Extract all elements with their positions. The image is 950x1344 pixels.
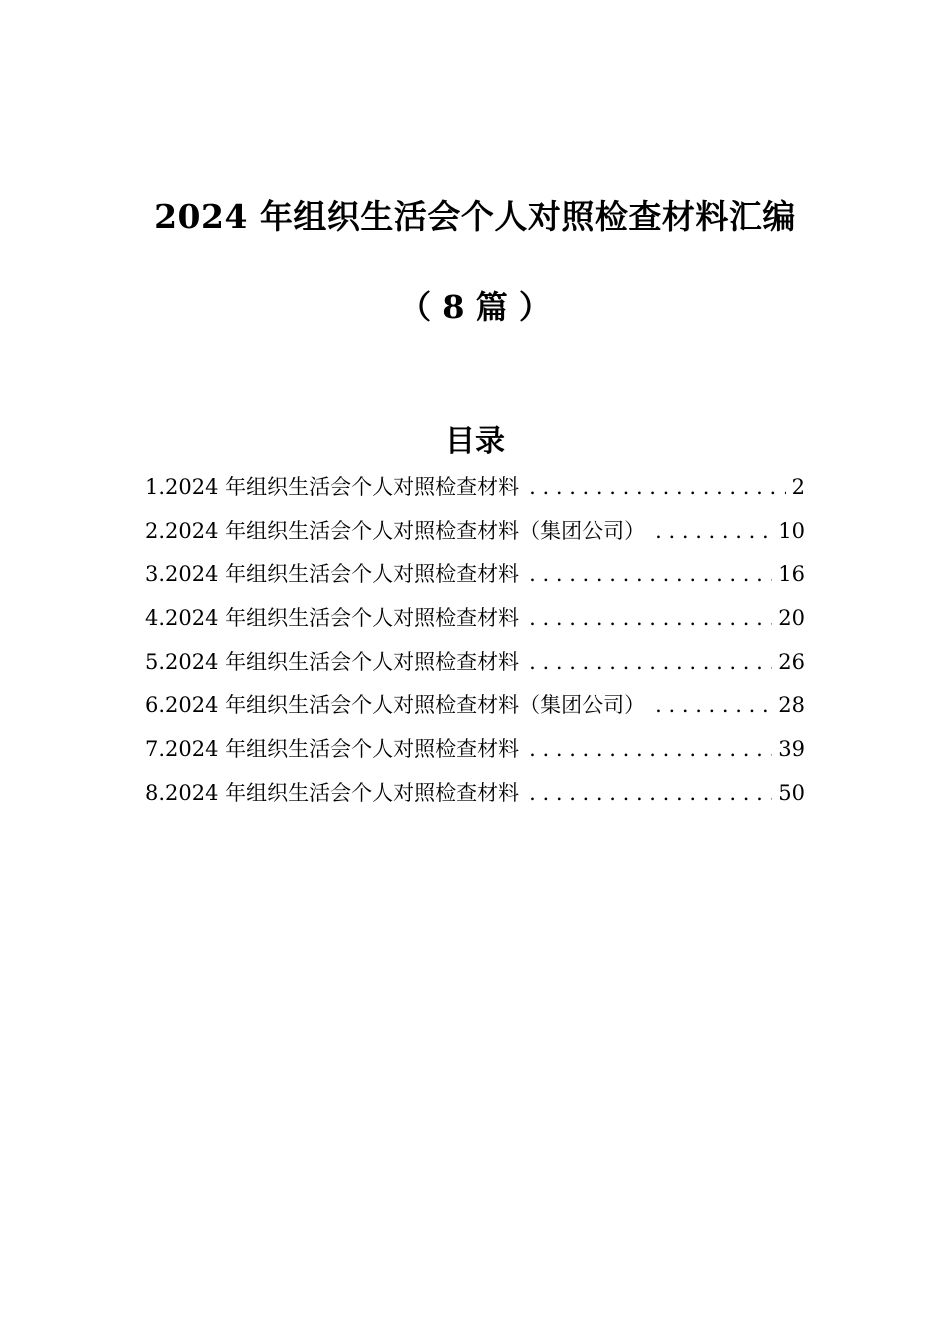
toc-heading: 目录 xyxy=(445,424,505,459)
toc-entry-page: 10 xyxy=(778,518,805,543)
toc-entry-page: 26 xyxy=(778,649,805,674)
toc-entry-page: 2 xyxy=(791,475,805,499)
toc-entry-title: 1.2024 年组织生活会个人对照检查材料 xyxy=(145,475,520,499)
table-of-contents xyxy=(145,466,805,816)
toc-dot-leader xyxy=(655,684,772,728)
toc-dot-leader xyxy=(529,772,772,816)
toc-entry-title: 7.2024 年组织生活会个人对照检查材料 xyxy=(145,737,520,762)
toc-entry-page: 16 xyxy=(778,562,805,587)
toc-entry-title: 8.2024 年组织生活会个人对照检查材料 xyxy=(145,780,520,805)
toc-dot-leader xyxy=(529,553,772,597)
toc-entry-title: 3.2024 年组织生活会个人对照检查材料 xyxy=(145,562,520,587)
toc-entry-page: 50 xyxy=(778,780,805,805)
toc-dot-leader xyxy=(529,597,772,641)
toc-entry-title: 4.2024 年组织生活会个人对照检查材料 xyxy=(145,606,520,631)
toc-entry-title: 2.2024 年组织生活会个人对照检查材料（集团公司） xyxy=(145,518,646,543)
document-subtitle: （ 8 篇 ） xyxy=(399,288,551,326)
toc-entry-5[interactable] xyxy=(145,641,805,685)
toc-entry-3[interactable] xyxy=(145,553,805,597)
toc-entry-page: 20 xyxy=(778,606,805,631)
toc-entry-8[interactable] xyxy=(145,772,805,816)
toc-entry-2[interactable] xyxy=(145,510,805,554)
toc-dot-leader xyxy=(655,510,772,554)
toc-entry-title: 6.2024 年组织生活会个人对照检查材料（集团公司） xyxy=(145,693,646,718)
toc-dot-leader xyxy=(529,466,785,510)
toc-dot-leader xyxy=(529,641,772,685)
toc-entry-title: 5.2024 年组织生活会个人对照检查材料 xyxy=(145,649,520,674)
toc-dot-leader xyxy=(529,728,772,772)
toc-entry-page: 39 xyxy=(778,737,805,762)
toc-entry-4[interactable] xyxy=(145,597,805,641)
toc-entry-page: 28 xyxy=(778,693,805,718)
toc-entry-1[interactable] xyxy=(145,466,805,510)
document-title: 2024 年组织生活会个人对照检查材料汇编 xyxy=(154,197,796,236)
toc-entry-6[interactable] xyxy=(145,684,805,728)
toc-entry-7[interactable] xyxy=(145,728,805,772)
